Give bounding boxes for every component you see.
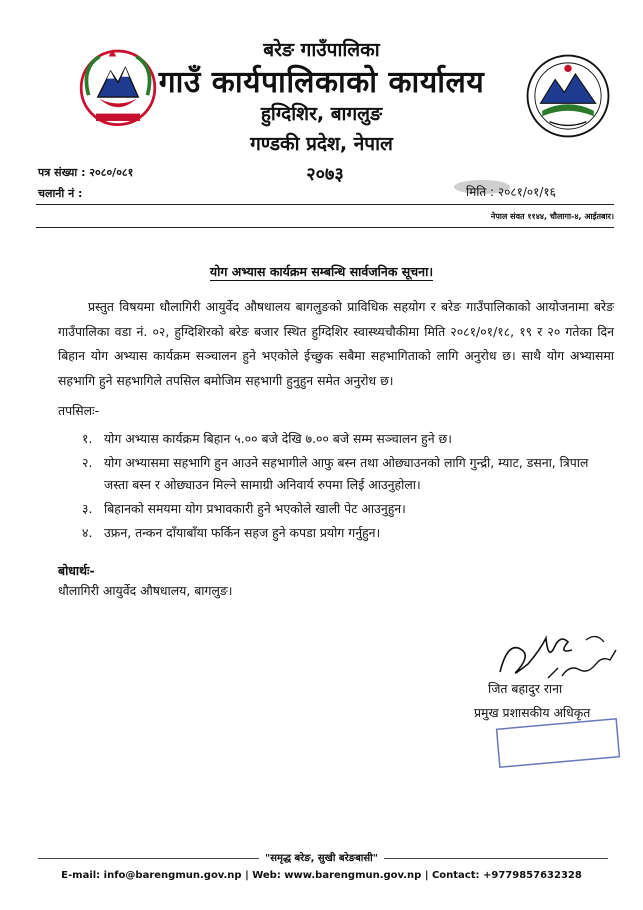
- list-item-text: योग अभ्यास कार्यक्रम बिहान ५.०० बजे देखि ७.०० बजे सम्म सञ्चालन हुने छ।: [104, 431, 452, 446]
- list-item-text: बिहानको समयमा योग प्रभावकारी हुने भएकोले खाली पेट आउनुहुन।: [104, 501, 406, 516]
- nepal-sambat-date: नेपाल संवत ११४४, चौलागा-४, आईतबार।: [490, 212, 614, 221]
- province-country: गण्डकी प्रदेश, नेपाल: [250, 133, 393, 155]
- letter-number: पत्र संख्या : २०८०/०८१: [38, 166, 134, 179]
- signatory-name: जित बहादुर राना: [488, 681, 563, 696]
- notice-subject: [60, 263, 583, 280]
- list-item-number: ४.: [82, 525, 93, 540]
- list-item: [74, 522, 614, 544]
- office-title: गाउँ कार्यपालिकाको कार्यालय: [158, 65, 485, 100]
- list-item-text: उफ्रन, तन्कन दाँयाबाँया फर्किन सहज हुने कपडा प्रयोग गर्नुहुन।: [104, 525, 381, 540]
- notice-subject-text: योग अभ्यास कार्यक्रम सम्बन्धि सार्वजनिक सूचना।: [209, 264, 434, 279]
- for-information-label: बोधार्थः-: [58, 563, 95, 578]
- footer-motto: [0, 850, 643, 864]
- list-item: [74, 452, 614, 496]
- list-item: [74, 498, 614, 520]
- signatory-title: प्रमुख प्रशासकीय अधिकृत: [474, 705, 591, 720]
- header-divider-top: [36, 204, 614, 205]
- dispatch-number: चलानी नं :: [38, 187, 83, 200]
- official-stamp-icon: [494, 717, 621, 770]
- office-address: हुग्दिशिर, बागलुङ: [260, 103, 383, 125]
- footer-motto-text: "समृद्ध बरेङ, सुखी बरेङबासी": [259, 853, 384, 864]
- municipality-logo-icon: [522, 50, 614, 142]
- notice-body: प्रस्तुत विषयमा धौलागिरी आयुर्वेद औषधालय बागलुङको प्राविधिक सहयोग र बरेङ गाउँपालिकाको आयोजनामा बरेङ गाउँपालिका वडा नं. ०२, हुग्दिशिरको बरेङ बजार स्थित हुग्दिशिर स्वास्थ्यचौकीमा मिति २०८१/०१/१८, १९ र २० गतेका दिन बिहान योग अभ्यास कार्यक्रम सञ्चालन हुने भएकोले ईच्छुक सबैमा सहभागिताको लागि अनुरोध छ। साथै योग अभ्यासमा सहभागि हुने सहभागिले तपसिल बमोजिम सहभागी हुनुहुन समेत अनुरोध छ।: [58, 299, 614, 388]
- letter-date: मिति : २०८१/०१/१६: [466, 185, 556, 199]
- list-item-text: योग अभ्यासमा सहभागि हुन आउने सहभागीले आफु बस्न तथा ओछ्याउनको लागि गुन्द्री, म्याट, डसना, त्रिपाल जस्ता बस्न र ओछ्याउन मिल्ने सामाग्री अनिवार्य रुपमा लिई आउनुहोला।: [104, 455, 589, 492]
- municipality-name: बरेङ गाउँपालिका: [263, 39, 380, 61]
- for-information-recipient: धौलागिरी आयुर्वेद औषधालय, बागलुङ।: [58, 583, 233, 598]
- footer-contact: E-mail: info@barengmun.gov.np | Web: www.barengmun.gov.np | Contact: +9779857632328: [61, 870, 582, 881]
- list-item-number: २.: [82, 455, 93, 470]
- list-item: [74, 428, 614, 450]
- establishment-year: २०७३: [306, 164, 344, 185]
- details-label: तपसिलः-: [58, 403, 100, 418]
- details-list: [74, 428, 614, 546]
- list-item-number: १.: [82, 431, 93, 446]
- list-item-number: ३.: [82, 501, 93, 516]
- header-divider-bottom: [36, 227, 614, 228]
